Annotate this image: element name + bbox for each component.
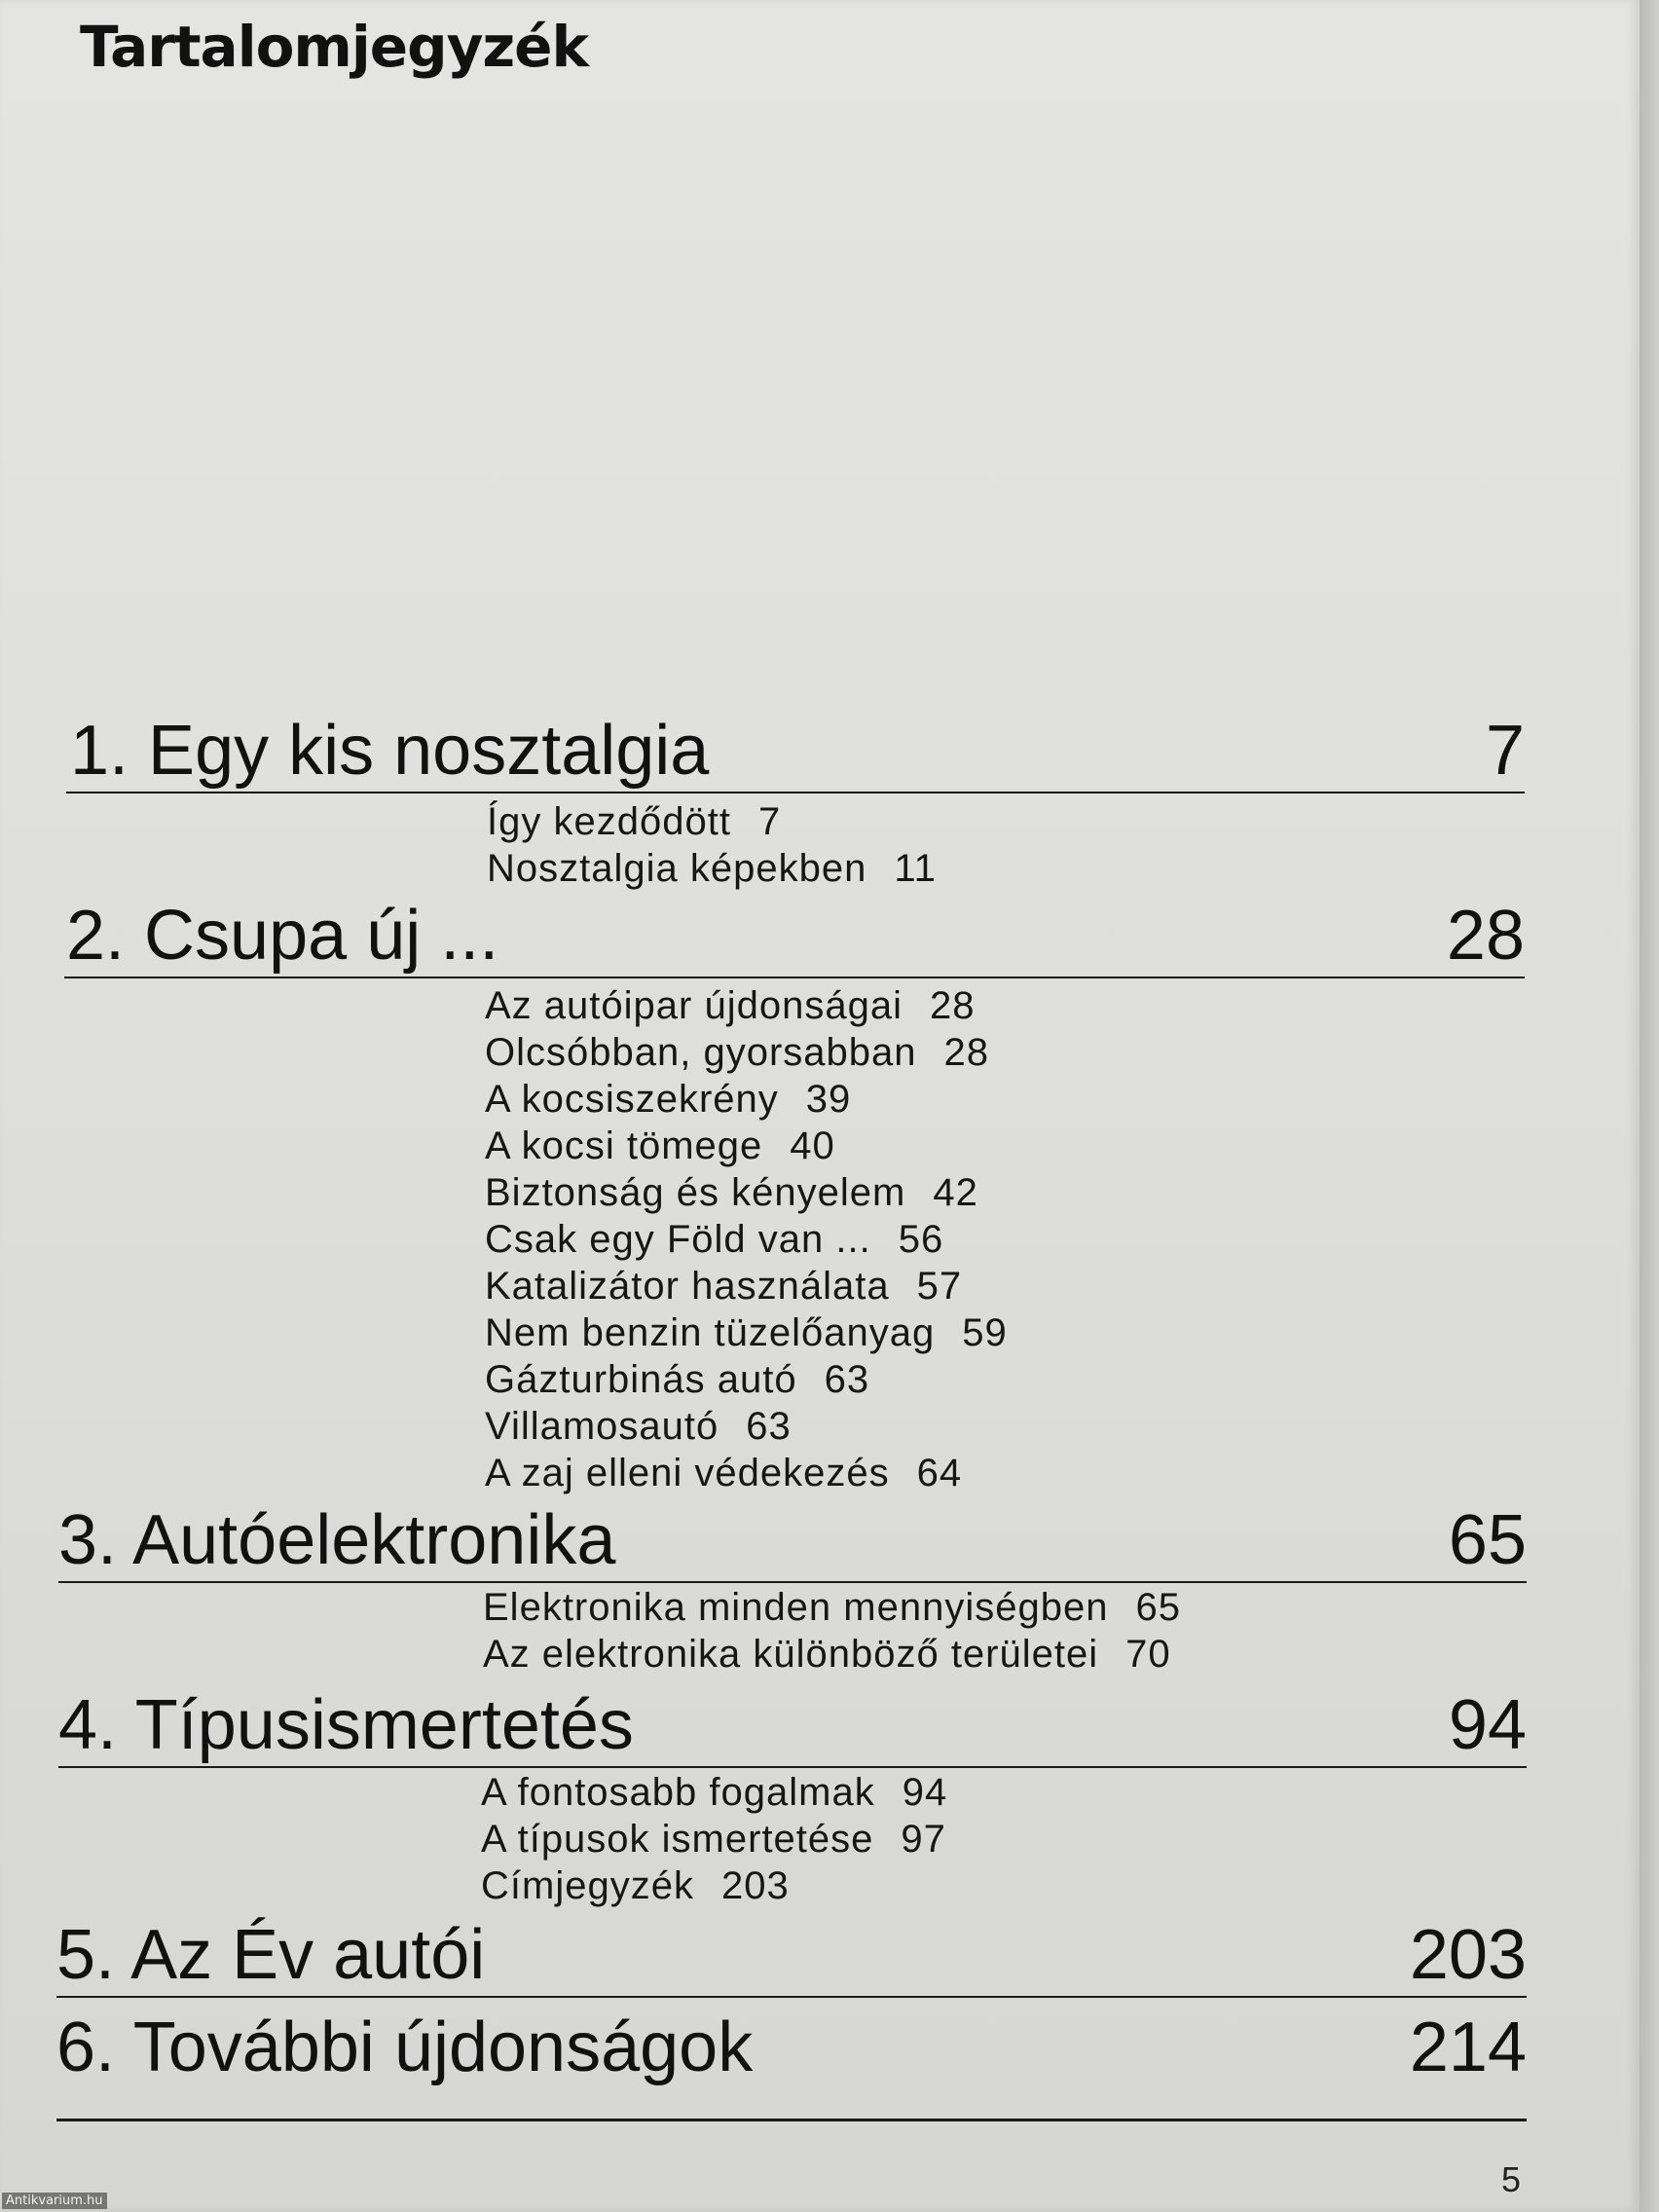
toc-section [485, 1263, 1008, 1309]
toc-section [485, 1169, 1008, 1216]
section-page-number: 57 [916, 1265, 963, 1308]
section-page-number: 42 [933, 1171, 978, 1214]
toc-chapter [58, 1680, 1527, 1768]
section-list [483, 1584, 1181, 1677]
chapter-page-number: 65 [1448, 1501, 1527, 1579]
toc-chapter [58, 1495, 1527, 1583]
page-title: Tartalomjegyzék [80, 14, 589, 80]
section-page-number: 70 [1125, 1633, 1171, 1676]
section-title: A típusok ismertetése [481, 1818, 874, 1861]
section-page-number: 65 [1135, 1586, 1181, 1629]
section-page-number: 94 [902, 1771, 948, 1814]
chapter-page-number: 28 [1446, 897, 1525, 975]
section-title: Elektronika minden mennyiségben [483, 1586, 1109, 1629]
toc-section [481, 1816, 947, 1862]
section-title: A fontosabb fogalmak [481, 1771, 875, 1814]
section-title: Nem benzin tüzelőanyag [485, 1311, 936, 1354]
toc-chapter [66, 706, 1525, 793]
toc-section [485, 1216, 1008, 1263]
chapter-page-number: 203 [1409, 1916, 1527, 1994]
chapter-title: 4. Típusismertetés [58, 1686, 634, 1764]
toc-section [485, 1403, 1008, 1450]
section-title: Olcsóbban, gyorsabban [485, 1031, 917, 1074]
chapter-page-number: 7 [1485, 712, 1525, 790]
section-title: Csak egy Föld van ... [485, 1218, 871, 1261]
toc-section [485, 982, 1008, 1029]
section-page-number: 63 [824, 1358, 870, 1401]
toc-section [487, 845, 937, 892]
toc-section [485, 1450, 1008, 1496]
page-number: 5 [1501, 2159, 1522, 2199]
chapter-page-number: 214 [1409, 2009, 1527, 2086]
page-edge [1640, 0, 1659, 2212]
toc-section [483, 1631, 1181, 1677]
section-page-number: 203 [720, 1864, 790, 1907]
section-title: Biztonság és kényelem [485, 1171, 906, 1214]
section-title: A kocsiszekrény [485, 1078, 779, 1121]
toc-section [485, 1076, 1008, 1123]
watermark: Antikvarium.hu [2, 2193, 107, 2209]
toc-section [485, 1309, 1008, 1356]
section-page-number: 11 [894, 847, 937, 890]
chapter-rule [64, 977, 1525, 978]
toc-section [485, 1029, 1008, 1076]
toc-section [485, 1356, 1008, 1403]
section-title: A kocsi tömege [485, 1124, 763, 1167]
toc-section [481, 1862, 947, 1909]
toc-section [481, 1769, 947, 1816]
section-list [487, 798, 937, 892]
toc-chapter [56, 2003, 1527, 2090]
section-page-number: 28 [943, 1031, 989, 1074]
chapter-rule [66, 792, 1525, 793]
chapter-title: 6. További újdonságok [56, 2009, 754, 2086]
section-title: Nosztalgia képekben [487, 847, 867, 890]
toc-section [483, 1584, 1181, 1631]
section-page-number: 59 [962, 1311, 1008, 1354]
chapter-rule [56, 1996, 1527, 1998]
section-title: Villamosautó [485, 1405, 719, 1448]
toc-section [485, 1123, 1008, 1169]
chapter-title: 3. Autóelektronika [58, 1501, 616, 1579]
section-title: Címjegyzék [481, 1864, 694, 1907]
chapter-title: 5. Az Év autói [56, 1916, 486, 1994]
section-title: Katalizátor használata [485, 1265, 890, 1308]
section-title: A zaj elleni védekezés [485, 1452, 890, 1494]
section-title: Így kezdődött [487, 800, 731, 843]
toc-chapter [64, 891, 1525, 978]
section-title: Az elektronika különböző területei [483, 1633, 1099, 1676]
chapter-title: 1. Egy kis nosztalgia [70, 712, 710, 790]
section-page-number: 97 [901, 1818, 946, 1861]
chapter-page-number: 94 [1448, 1686, 1527, 1764]
section-page-number: 63 [746, 1405, 792, 1448]
bottom-rule [56, 2119, 1527, 2121]
section-page-number: 40 [790, 1124, 835, 1167]
toc-chapter [56, 1910, 1527, 1998]
section-page-number: 64 [916, 1452, 963, 1494]
section-page-number: 39 [805, 1078, 852, 1121]
chapter-title: 2. Csupa új ... [66, 897, 499, 975]
section-title: Az autóipar újdonságai [485, 984, 903, 1027]
section-list [485, 982, 1008, 1496]
toc-section [487, 798, 937, 845]
chapter-rule [58, 1766, 1527, 1768]
section-title: Gázturbinás autó [485, 1358, 797, 1401]
section-page-number: 7 [757, 800, 782, 843]
section-page-number: 56 [898, 1218, 944, 1261]
chapter-rule [58, 1581, 1527, 1583]
section-list [481, 1769, 947, 1909]
section-page-number: 28 [929, 984, 976, 1027]
